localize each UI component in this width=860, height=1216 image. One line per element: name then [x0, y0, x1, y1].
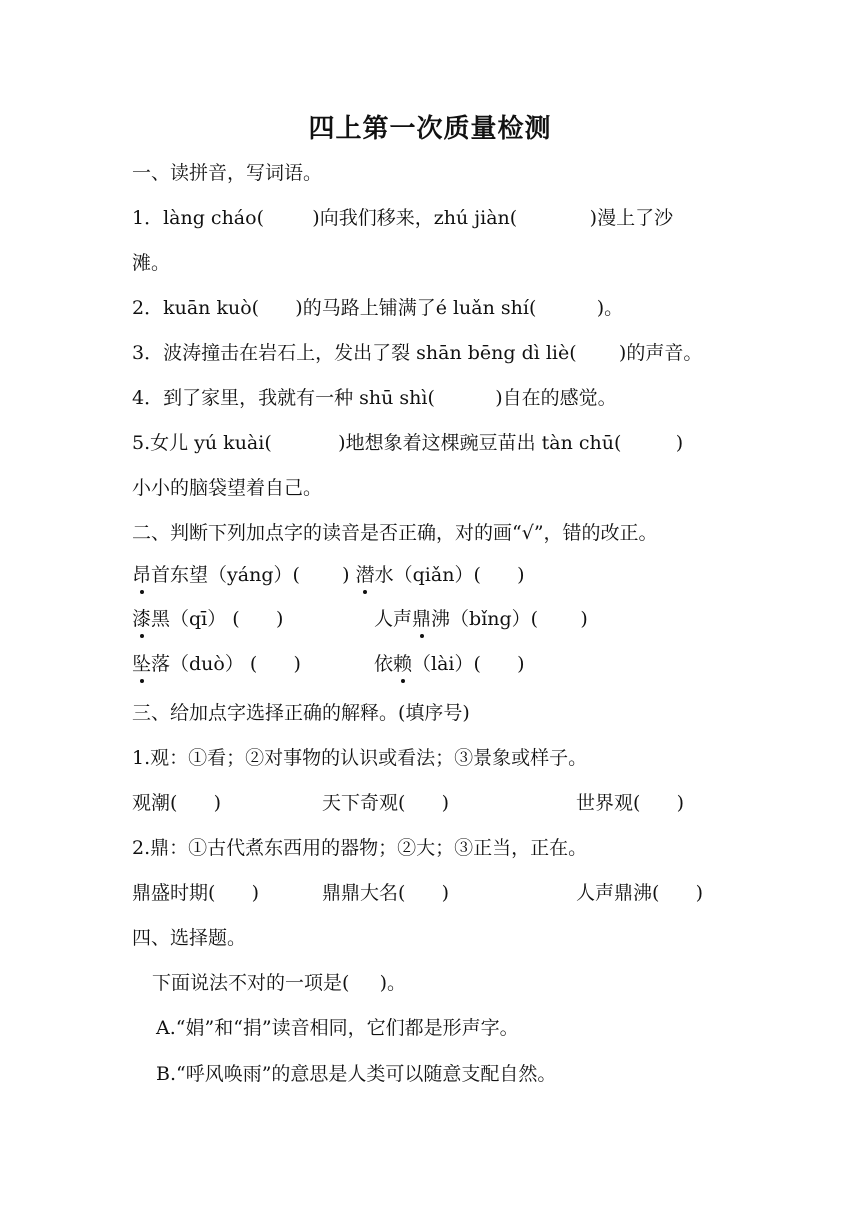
pronunciation-row-1 [132, 563, 525, 587]
question-1-2: 2．kuān kuò( )的马路上铺满了é luǎn shí( )。 [132, 297, 624, 319]
question-1-3: 3．波涛撞击在岩石上，发出了裂 shān bēng dì liè( )的声音。 [132, 342, 703, 364]
row-text: 黑（qī） ( ) [151, 608, 284, 630]
definition-ding: 2.鼎：①古代煮东西用的器物；②大；③正当，正在。 [132, 837, 588, 859]
blank-guan-1: 观潮( ) [132, 792, 222, 814]
row-text: 沸（bǐng）( ) [431, 608, 588, 630]
blank-guan-2: 天下奇观( ) [322, 792, 450, 814]
blank-ding-3: 人声鼎沸( ) [576, 882, 704, 904]
page-title: 四上第一次质量检测 [308, 114, 552, 144]
blank-guan-3: 世界观( ) [576, 792, 685, 814]
question-1-4: 4．到了家里，我就有一种 shū shì( )自在的感觉。 [132, 387, 617, 409]
row-text: 人声 [374, 608, 413, 630]
blank-ding-2: 鼎鼎大名( ) [322, 882, 450, 904]
dotted-char: 漆 [132, 608, 152, 630]
section1-heading: 一、读拼音，写词语。 [132, 162, 323, 184]
choice-question: 下面说法不对的一项是( )。 [152, 972, 407, 994]
pronunciation-row-2-right [374, 607, 588, 631]
blank-ding-1: 鼎盛时期( ) [132, 882, 260, 904]
choice-option-b: B.“呼风唤雨”的意思是人类可以随意支配自然。 [156, 1063, 557, 1085]
section4-heading: 四、选择题。 [132, 927, 247, 949]
choice-option-a: A.“娟”和“捐”读音相同，它们都是形声字。 [156, 1017, 519, 1039]
dotted-char: 赖 [393, 653, 413, 675]
section3-heading: 三、给加点字选择正确的解释。(填序号) [132, 702, 470, 724]
pronunciation-row-3-left [132, 652, 301, 676]
dotted-char: 坠 [132, 653, 152, 675]
row-text: 首东望（yáng）( ) [151, 564, 356, 586]
question-1-5-cont: 小小的脑袋望着自己。 [132, 477, 323, 499]
section2-heading: 二、判断下列加点字的读音是否正确，对的画“√”，错的改正。 [132, 522, 658, 544]
dotted-char: 鼎 [412, 608, 432, 630]
row-text: （lài）( ) [412, 653, 525, 675]
pronunciation-row-3-right [374, 652, 525, 676]
dotted-char: 潜 [355, 564, 375, 586]
definition-guan: 1.观：①看；②对事物的认识或看法；③景象或样子。 [132, 747, 588, 769]
dotted-char: 昂 [132, 564, 152, 586]
question-1-1: 1．làng cháo( )向我们移来，zhú jiàn( )漫上了沙 [132, 207, 674, 229]
question-1-5: 5.女儿 yú kuài( )地想象着这棵豌豆苗出 tàn chū( ) [132, 432, 684, 454]
row-text: 依 [374, 653, 394, 675]
pronunciation-row-2-left [132, 607, 283, 631]
row-text: 落（duò） ( ) [151, 653, 301, 675]
row-text: 水（qiǎn）( ) [374, 564, 525, 586]
question-1-1-cont: 滩。 [132, 252, 171, 274]
